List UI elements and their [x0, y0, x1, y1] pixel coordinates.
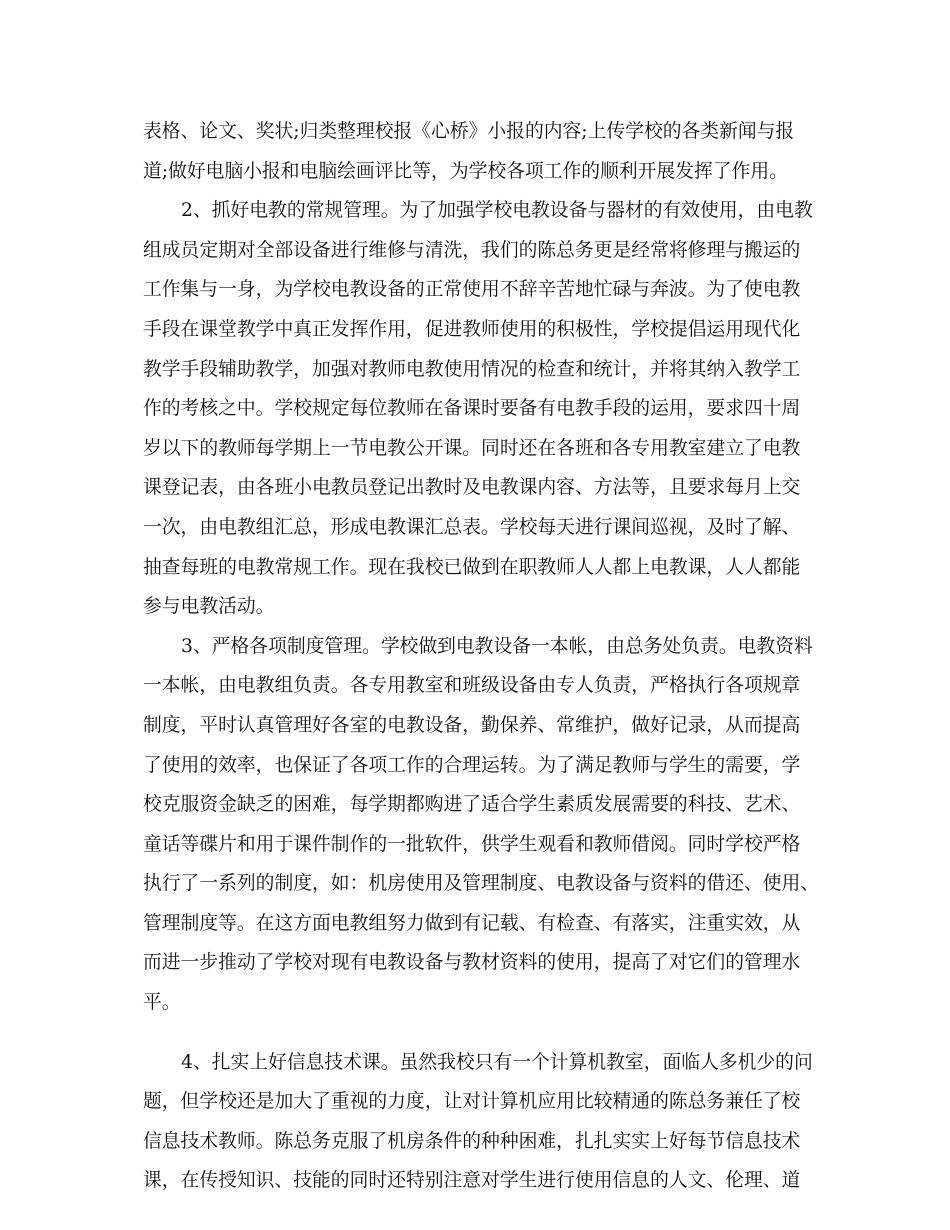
- text-line: 道;做好电脑小报和电脑绘画评比等，为学校各项工作的顺利开展发挥了作用。: [143, 160, 788, 182]
- text-line: 组成员定期对全部设备进行维修与清洗，我们的陈总务更是经常将修理与搬运的: [143, 239, 801, 261]
- text-line: 管理制度等。在这方面电教组努力做到有记载、有检查、有落实，注重实效，从: [143, 912, 801, 934]
- text-line: 题，但学校还是加大了重视的力度，让对计算机应用比较精通的陈总务兼任了校: [143, 1091, 801, 1113]
- paragraph-2: [143, 191, 811, 627]
- text-line: 4、扎实上好信息技术课。虽然我校只有一个计算机教室，面临人多机少的问: [181, 1051, 813, 1073]
- text-line: 手段在课堂教学中真正发挥作用，促进教师使用的积极性，学校提倡运用现代化: [143, 318, 801, 340]
- text-line: 而进一步推动了学校对现有电教设备与教材资料的使用，提高了对它们的管理水: [143, 952, 801, 974]
- paragraph-3: [143, 627, 820, 1023]
- text-line: 制度，平时认真管理好各室的电教设备，勤保养、常维护，做好记录，从而提高: [143, 714, 801, 736]
- paragraph-gap: [143, 1023, 811, 1043]
- text-line: 执行了一系列的制度，如：机房使用及管理制度、电教设备与资料的借还、使用、: [143, 873, 820, 895]
- text-line: 课登记表，由各班小电教员登记出教时及电教课内容、方法等，且要求每月上交: [143, 477, 801, 499]
- paragraph-1: [143, 112, 811, 191]
- text-line: 2、抓好电教的常规管理。为了加强学校电教设备与器材的有效使用，由电教: [181, 200, 813, 222]
- document-body: [143, 112, 820, 1201]
- text-line: 童话等碟片和用于课件制作的一批软件，供学生观看和教师借阅。同时学校严格: [143, 833, 801, 855]
- text-line: 信息技术教师。陈总务克服了机房条件的种种困难，扎扎实实上好每节信息技术: [143, 1130, 801, 1152]
- text-line: 了使用的效率，也保证了各项工作的合理运转。为了满足教师与学生的需要，学: [143, 754, 801, 776]
- text-line: 工作集与一身，为学校电教设备的正常使用不辞辛苦地忙碌与奔波。为了使电教: [143, 279, 801, 301]
- text-line: 参与电教活动。: [143, 596, 275, 618]
- text-line: 抽查每班的电教常规工作。现在我校已做到在职教师人人都上电教课，人人都能: [143, 556, 801, 578]
- text-line: 平。: [143, 992, 181, 1014]
- text-line: 岁以下的教师每学期上一节电教公开课。同时还在各班和各专用教室建立了电教: [143, 437, 801, 459]
- text-line: 作的考核之中。学校规定每位教师在备课时要备有电教手段的运用，要求四十周: [143, 398, 801, 420]
- text-line: 一本帐，由电教组负责。各专用教室和班级设备由专人负责，严格执行各项规章: [143, 675, 801, 697]
- paragraph-4: [143, 1043, 811, 1201]
- text-line: 课，在传授知识、技能的同时还特别注意对学生进行使用信息的人文、伦理、道: [143, 1170, 801, 1192]
- text-line: 校克服资金缺乏的困难，每学期都购进了适合学生素质发展需要的科技、艺术、: [143, 794, 801, 816]
- text-line: 教学手段辅助教学，加强对教师电教使用情况的检查和统计，并将其纳入教学工: [143, 358, 801, 380]
- text-line: 3、严格各项制度管理。学校做到电教设备一本帐，由总务处负责。电教资料: [181, 635, 813, 657]
- text-line: 一次，由电教组汇总，形成电教课汇总表。学校每天进行课间巡视，及时了解、: [143, 516, 801, 538]
- text-line: 表格、论文、奖状;归类整理校报《心桥》小报的内容;上传学校的各类新闻与报: [143, 121, 795, 142]
